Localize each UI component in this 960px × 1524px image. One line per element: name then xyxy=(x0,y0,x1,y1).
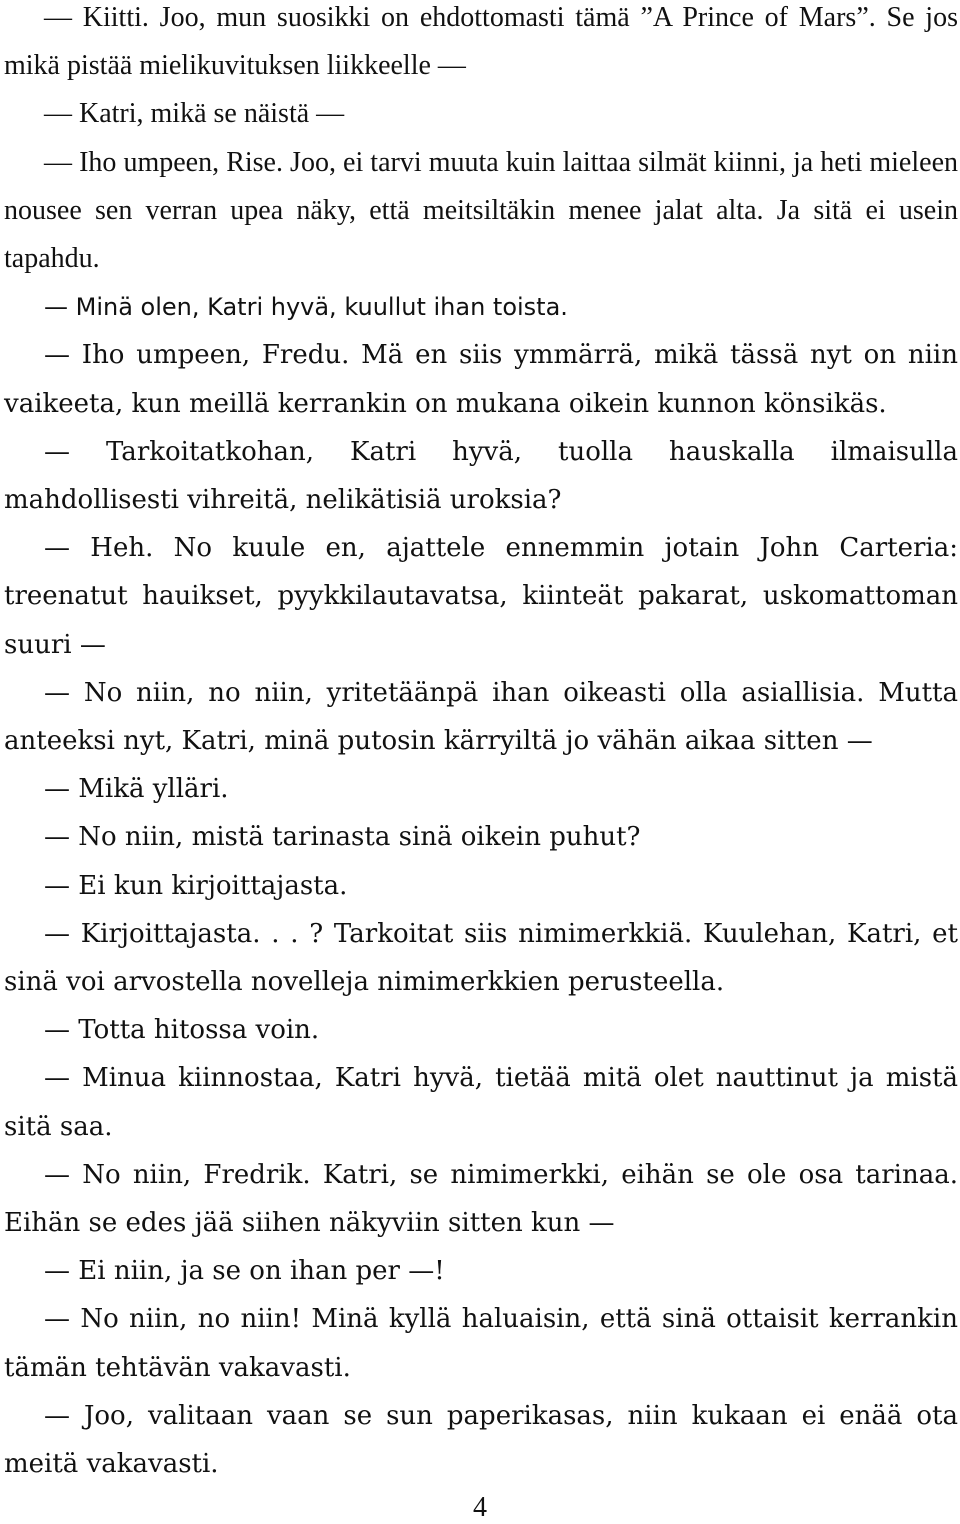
paragraph: — No niin, no niin! Minä kyllä haluaisin, että sinä ottaisit kerrankin tämän tehtävän vakavasti. xyxy=(4,1304,958,1383)
paragraph: — Heh. No kuule en, ajattele ennemmin jotain John Carteria: treenatut hauikset, pyykkilautavatsa, kiinteät pakarat, uskomattoman suuri — xyxy=(4,533,958,660)
page-body xyxy=(4,0,958,1488)
paragraph: — Ei niin, ja se on ihan per —! xyxy=(44,1256,445,1287)
paragraph: — Minua kiinnostaa, Katri hyvä, tietää mitä olet nauttinut ja mistä sitä saa. xyxy=(4,1063,958,1142)
paragraph: — No niin, Fredrik. Katri, se nimimerkki, eihän se ole osa tarinaa. Eihän se edes jää siihen näkyviin sitten kun — xyxy=(4,1159,958,1239)
paragraph: — Katri, mikä se näistä — xyxy=(44,98,345,130)
paragraph: — Joo, valitaan vaan se sun paperikasas, niin kukaan ei enää ota meitä vakavasti. xyxy=(4,1400,958,1480)
paragraph: — No niin, mistä tarinasta sinä oikein puhut? xyxy=(44,822,641,853)
paragraph: — Iho umpeen, Fredu. Mä en siis ymmärrä, mikä tässä nyt on niin vaikeeta, kun meillä kerrankin on mukana oikein kunnon könsikäs. xyxy=(4,340,958,419)
paragraph: — Minä olen, Katri hyvä, kuullut ihan toista. xyxy=(44,293,568,322)
paragraph: — Ei kun kirjoittajasta. xyxy=(44,870,348,901)
paragraph: — Iho umpeen, Rise. Joo, ei tarvi muuta kuin laittaa silmät kiinni, ja heti mieleen nousee sen verran upea näky, että meitsiltäkin menee jalat alta. Ja sitä ei usein tapahdu. xyxy=(4,146,958,275)
paragraph: — Kiitti. Joo, mun suosikki on ehdottomasti tämä ”A Prince of Mars”. Se jos mikä pistää mielikuvituksen liikkeelle — xyxy=(4,2,958,82)
paragraph: — Totta hitossa voin. xyxy=(44,1015,320,1046)
paragraph: — Kirjoittajasta. . . ? Tarkoitat siis nimimerkkiä. Kuulehan, Katri, et sinä voi arvostella novelleja nimimerkkien perusteella. xyxy=(4,918,958,998)
paragraph: — Tarkoitatkohan, Katri hyvä, tuolla hauskalla ilmaisulla mahdollisesti vihreitä, nelikätisiä uroksia? xyxy=(4,436,958,516)
paragraph: — No niin, no niin, yritetäänpä ihan oikeasti olla asiallisia. Mutta anteeksi nyt, Katri, minä putosin kärryiltä jo vähän aikaa sitten — xyxy=(4,677,958,757)
paragraph: — Mikä ylläri. xyxy=(44,774,229,805)
page-number: 4 xyxy=(473,1492,487,1523)
